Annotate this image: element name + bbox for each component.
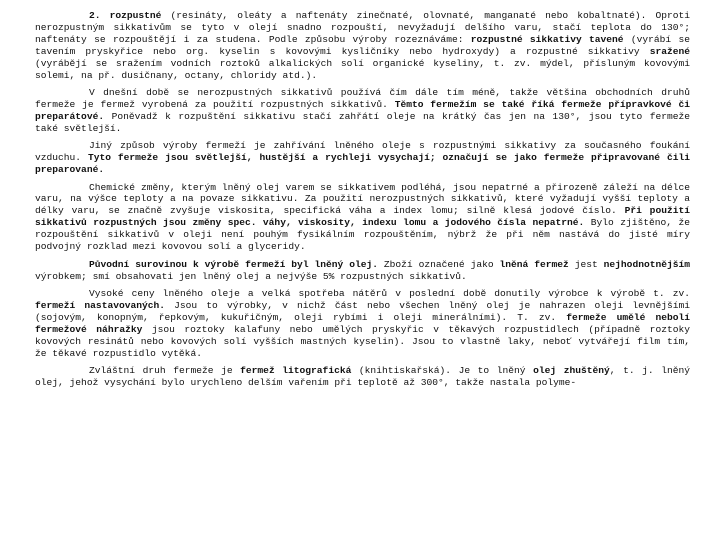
text-run: výrobkem; smí obsahovati jen lněný olej a nejvýše 5% rozpustných sikkativů. — [35, 270, 467, 282]
bold-text-run: fermeží nastavovaných. — [35, 299, 166, 311]
document-text — [35, 10, 690, 394]
bold-text-run: 2. rozpustné — [89, 10, 162, 21]
bold-text-run: Při použití sikkativů rozpustných jsou změny spec. váhy, viskosity, indexu lomu a jodového čísla nepatrné. — [35, 205, 690, 229]
text-run: (knihtiskařská). Je to lněný — [351, 365, 534, 377]
text-run: jsou roztoky kalafuny nebo umělých pryskyřic v těkavých rozpustidlech (případně roztoky kovových resinátů nebo kovových solí vyšších mastných kyselin). Jsou to vlastně laky, neboť vytvářejí film tím, že těkavé rozpustidlo vytěká. — [35, 323, 690, 359]
paragraph — [35, 87, 690, 135]
text-run: Jiný způsob výroby fermeží je zahřívání lněného oleje s rozpustnými sikkativy za současného foukání vzduchu. — [35, 140, 690, 164]
text-run: Chemické změny, kterým lněný olej varem se sikkativem podléhá, jsou nepatrné a přirozeně záleží na délce varu, na výšce teploty a na povaze sikkativu. Za použití nerozpustných sikkativů, které vyžadují vyšší teploty a délky varu, se značně zvyšuje viskosita, specifická váha a index lomu; silně klesá jodové číslo. — [35, 181, 690, 217]
paragraph — [35, 288, 690, 359]
text-run: Zvláštní druh fermeže je — [89, 365, 241, 377]
bold-text-run: lněná fermež — [499, 258, 569, 270]
paragraph — [35, 259, 690, 283]
text-run: jest — [568, 258, 604, 270]
text-run: V dnešní době se nerozpustných sikkativů používá čím dále tím méně, takže většina obchodních druhů fermeže je fermež vyrobená za použití rozpustných sikkativů. — [35, 87, 690, 110]
bold-text-run: fermeže umělé nebolí fermežové náhražky — [35, 311, 690, 335]
bold-text-run: Původní surovinou k výrobě fermeží byl lněný olej. — [89, 258, 378, 270]
text-run: Vysoké ceny lněného oleje a velká spotřeba nátěrů v poslední době donutily výrobce k výrobě t. zv. — [89, 288, 690, 299]
bold-text-run: Těmto fermežím se také říká fermeže přípravkové či preparátové. — [35, 98, 690, 122]
text-run: Bylo zjištěno, že rozpouštění sikkativů v oleji není pouhým fysikálním rozpouštěním, nýbrž že při něm nastává do jisté míry podvojný rozklad mezi kovovou solí a glyceridy. — [35, 217, 690, 253]
text-run: (vyrábí se tavením pryskyřice nebo org. kyselin s kovovými kysličníky nebo hydroxydy) a rozpustné sikkativy — [35, 33, 691, 57]
paragraph — [35, 365, 690, 389]
text-run: Zboží označené jako — [377, 258, 500, 270]
bold-text-run: nejhodnotnějším — [603, 258, 691, 270]
text-run: (vyrábějí se sražením vodních roztoků alkalických solí organické kyseliny, t. zv. mýdel, přísluným kovovými solemi, na př. dusičnany, octany, chloridy atd.). — [35, 57, 690, 81]
text-run: Jsou to výrobky, v nichž část nebo všechen lněný olej je nahrazen oleji levnějšími (sojovým, konopným, řepkovým, kukuřičným, oleji rybími i oleji minerálními). T. zv. — [35, 299, 690, 323]
paragraph — [35, 140, 690, 176]
text-run: (resináty, oleáty a naftenáty zinečnaté, olovnaté, manganaté nebo kobaltnaté). Oproti nerozpustným sikkativům se tyto v olejí snadno rozpouští, nevyžadují delšího varu, stačí teplota do 130°; naftenáty se rozpouštějí i za studena. Podle způsobu výroby rozeznáváme: — [35, 10, 690, 45]
text-run: , t. j. lněný olej, jehož vysychání bylo urychleno delším vařením při teplotě až 300°, takže nastala polyme- — [35, 365, 691, 388]
bold-text-run: olej zhuštěný — [533, 365, 610, 377]
bold-text-run: sražené — [649, 45, 690, 57]
bold-text-run: Tyto fermeže jsou světlejší, hustější a rychleji vysychají; označují se jako fermeže připravované čili preparované. — [35, 152, 690, 176]
paragraph — [35, 10, 690, 81]
bold-text-run: fermež litografická — [240, 365, 352, 377]
bold-text-run: rozpustné sikkativy tavené — [470, 33, 624, 45]
paragraph — [35, 182, 690, 253]
text-run: Poněvadž k rozpuštění sikkativu stačí zahřátí oleje na krátký čas jen na 130°, jsou tyto fermeže také světlejší. — [35, 110, 690, 134]
